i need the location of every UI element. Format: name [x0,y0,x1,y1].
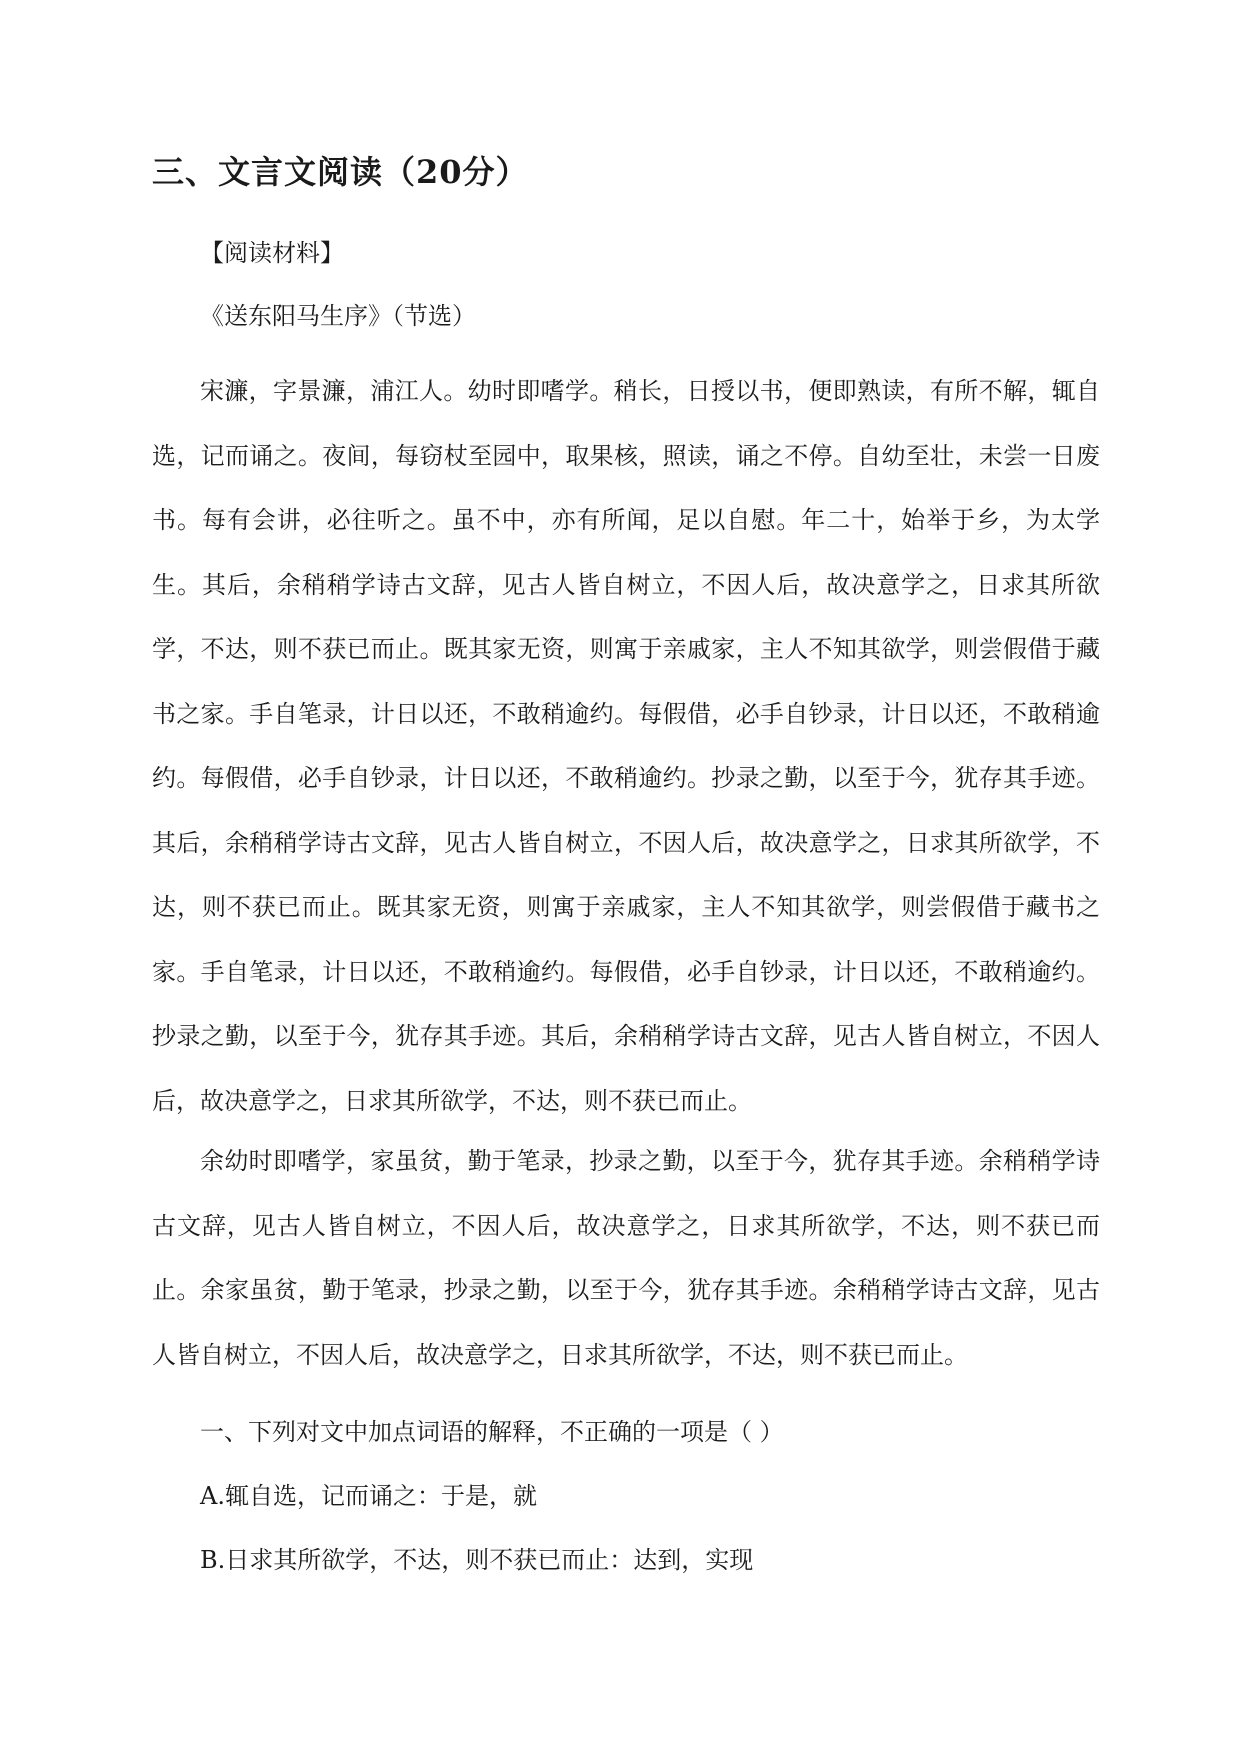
section-title: 三、文言文阅读（20分） [152,153,529,191]
passage-paragraph-1: 宋濂，字景濂，浦江人。幼时即嗜学。稍长，日授以书，便即熟读，有所不解，辄自选，记而诵之。夜间，每窃杖至园中，取果核，照读，诵之不停。自幼至壮，未尝一日废书。每有会讲，必往听之。虽不中，亦有所闻，足以自慰。年二十，始举于乡，为太学生。其后，余稍稍学诗古文辞，见古人皆自树立，不因人后，故决意学之，日求其所欲学，不达，则不获已而止。既其家无资，则寓于亲戚家，主人不知其欲学，则尝假借于藏书之家。手自笔录，计日以还，不敢稍逾约。每假借，必手自钞录，计日以还，不敢稍逾约。每假借，必手自钞录，计日以还，不敢稍逾约。抄录之勤，以至于今，犹存其手迹。其后，余稍稍学诗古文辞，见古人皆自树立，不因人后，故决意学之，日求其所欲学，不达，则不获已而止。既其家无资，则寓于亲戚家，主人不知其欲学，则尝假借于藏书之家。手自笔录，计日以还，不敢稍逾约。每假借，必手自钞录，计日以还，不敢稍逾约。抄录之勤，以至于今，犹存其手迹。其后，余稍稍学诗古文辞，见古人皆自树立，不因人后，故决意学之，日求其所欲学，不达，则不获已而止。 [152,377,1100,1115]
passage-paragraph-2: 余幼时即嗜学，家虽贫，勤于笔录，抄录之勤，以至于今，犹存其手迹。余稍稍学诗古文辞，见古人皆自树立，不因人后，故决意学之，日求其所欲学，不达，则不获已而止。余家虽贫，勤于笔录，抄录之勤，以至于今，犹存其手迹。余稍稍学诗古文辞，见古人皆自树立，不因人后，故决意学之，日求其所欲学，不达，则不获已而止。 [152,1147,1100,1369]
option-a: A.辄自选，记而诵之：于是，就 [200,1482,537,1510]
option-b: B.日求其所欲学，不达，则不获已而止：达到，实现 [200,1546,754,1574]
question-stem: 一、下列对文中加点词语的解释，不正确的一项是（ ） [200,1418,784,1446]
work-title: 《送东阳马生序》（节选） [200,302,476,330]
material-label: 【阅读材料】 [200,239,344,267]
